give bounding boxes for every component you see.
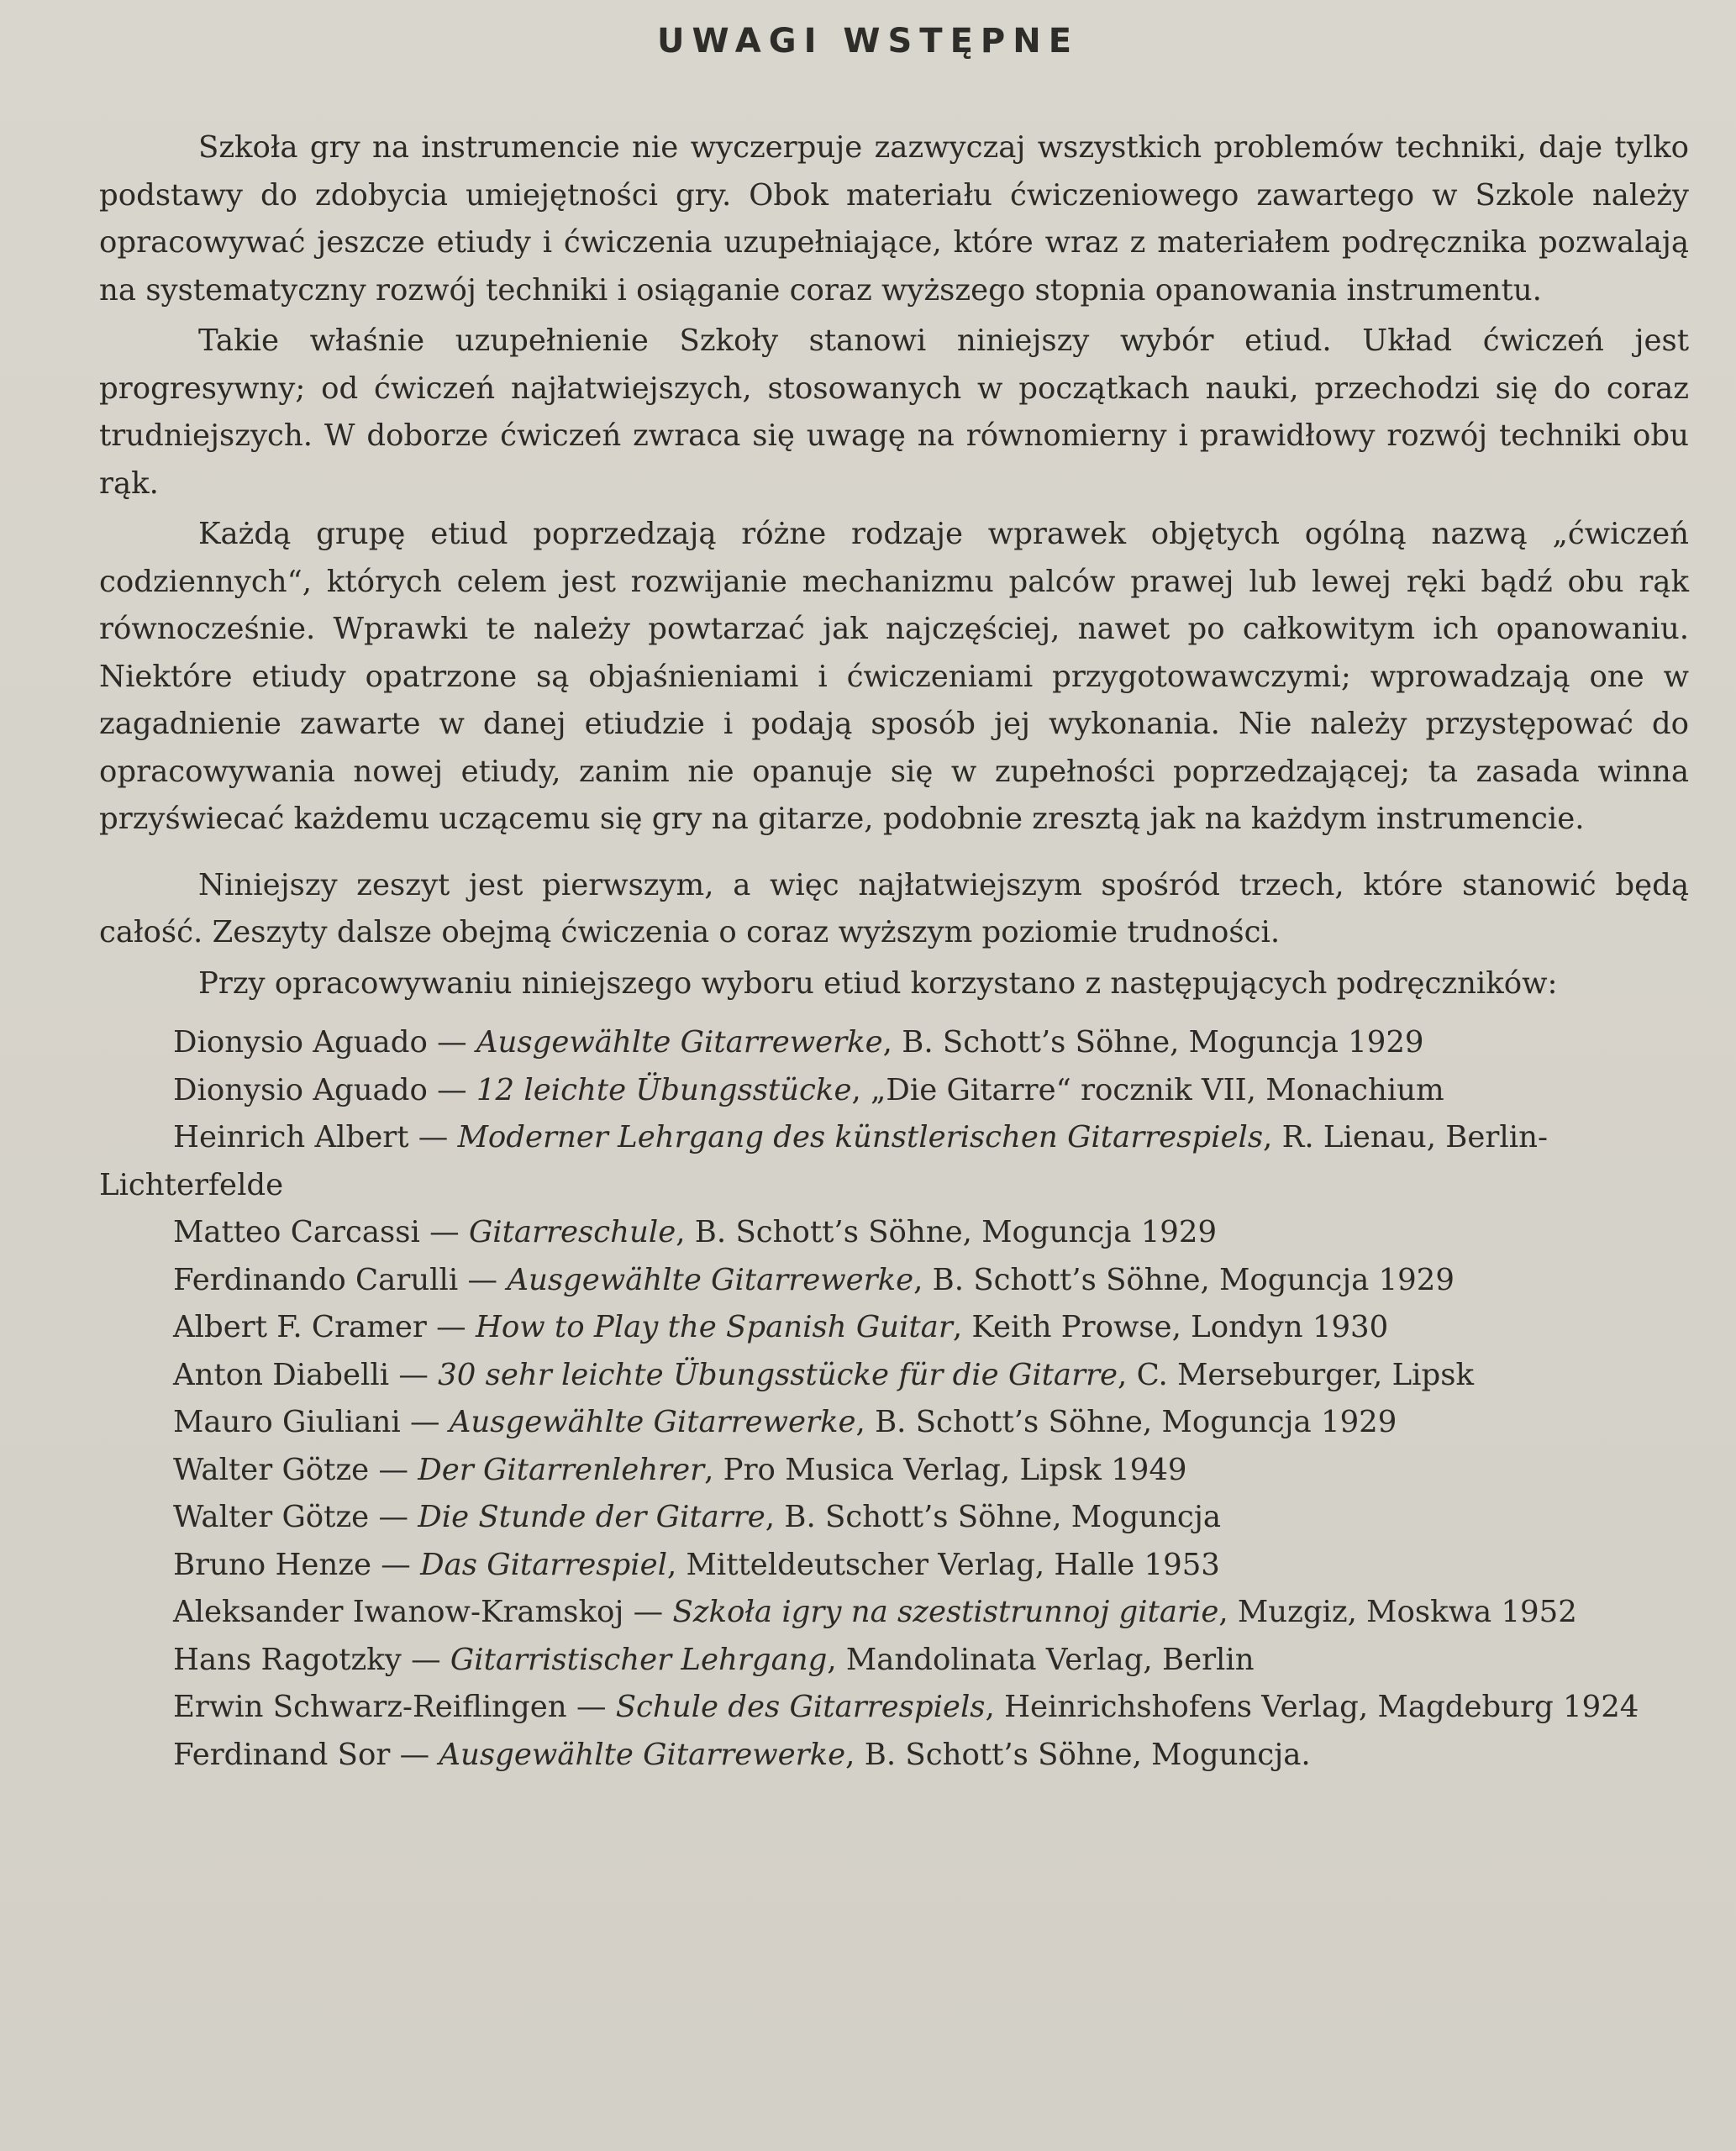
reference-author: Ferdinand Sor — [173, 1737, 391, 1772]
reference-item — [99, 1494, 1689, 1542]
reference-dash: — — [371, 1547, 421, 1582]
reference-author: Bruno Henze — [173, 1547, 371, 1582]
reference-item — [99, 1257, 1689, 1305]
reference-item — [99, 1304, 1689, 1352]
paragraph-1: Szkoła gry na instrumencie nie wyczerpuje zazwyczaj wszystkich problemów techniki, daje tylko podstawy do zdobycia umiejętności gry. Obok materiału ćwiczeniowego zawartego w Szkole należy opracowywać jeszcze etiudy i ćwiczenia uzupełniające, które wraz z materiałem podręcznika pozwalają na systematyczny rozwój techniki i osiąganie coraz wyższego stopnia opanowania instrumentu. — [99, 130, 1689, 308]
reference-author: Albert F. Cramer — [173, 1310, 427, 1344]
reference-item — [99, 1684, 1689, 1732]
reference-dash: — — [389, 1357, 439, 1392]
reference-details: , Mitteldeutscher Verlag, Halle 1953 — [666, 1547, 1220, 1582]
reference-item — [99, 1114, 1689, 1209]
reference-work: Szkoła igry na szestistrunnoj gitarie — [672, 1595, 1219, 1629]
reference-details: , B. Schott’s Söhne, Moguncja 1929 — [913, 1262, 1455, 1297]
reference-item — [99, 1542, 1689, 1590]
reference-item — [99, 1447, 1689, 1495]
reference-work: Moderner Lehrgang des künstlerischen Gitarrespiels — [457, 1120, 1264, 1154]
reference-item — [99, 1067, 1689, 1115]
reference-details: , B. Schott’s Söhne, Moguncja 1929 — [882, 1025, 1424, 1060]
reference-details: , B. Schott’s Söhne, Moguncja — [765, 1500, 1221, 1534]
reference-author: Walter Götze — [173, 1452, 370, 1487]
reference-details: , R. Lienau, Berlin-Lichterfelde — [99, 1120, 1548, 1202]
reference-work: Schule des Gitarrespiels — [615, 1690, 986, 1724]
reference-author: Anton Diabelli — [173, 1357, 390, 1392]
reference-dash: — — [408, 1120, 458, 1154]
reference-work: 12 leichte Übungsstücke — [476, 1072, 852, 1107]
reference-details: , Mandolinata Verlag, Berlin — [827, 1642, 1255, 1677]
reference-dash: — — [426, 1310, 476, 1344]
reference-author: Aleksander Iwanow-Kramskoj — [173, 1595, 624, 1629]
reference-work: Die Stunde der Gitarre — [418, 1500, 765, 1534]
reference-dash: — — [400, 1405, 450, 1439]
reference-dash: — — [458, 1262, 508, 1297]
reference-item — [99, 1637, 1689, 1685]
reference-details: , Keith Prowse, Londyn 1930 — [952, 1310, 1389, 1344]
paragraph-3: Każdą grupę etiud poprzedzają różne rodzaje wprawek objętych ogólną nazwą „ćwiczeń codziennych“, których celem jest rozwijanie mechanizmu palców prawej lub lewej ręki bądź obu rąk równocześnie. Wprawki te należy powtarzać jak najczęściej, nawet po całkowitym ich opanowaniu. Niektóre etiudy opatrzone są objaśnieniami i ćwiczeniami przygotowawczymi; wprowadzają one w zagadnienie zawarte w danej etiudzie i podają sposób jej wykonania. Nie należy przystępować do opracowywania nowej etiudy, zanim nie opanuje się w zupełności poprzedzającej; ta zasada winna przyświecać każdemu uczącemu się gry na gitarze, podobnie zresztą jak na każdym instrumencie. — [99, 517, 1689, 836]
reference-dash: — — [390, 1737, 439, 1772]
reference-author: Dionysio Aguado — [173, 1072, 428, 1107]
reference-dash: — — [419, 1215, 469, 1249]
reference-work: How to Play the Spanish Guitar — [475, 1310, 953, 1344]
paragraph-2: Takie właśnie uzupełnienie Szkoły stanowi niniejszy wybór etiud. Układ ćwiczeń jest progresywny; od ćwiczeń najłatwiejszych, stosowanych w początkach nauki, przechodzi się do coraz trudniejszych. W doborze ćwiczeń zwraca się uwagę na równomierny i prawidłowy rozwój techniki obu rąk. — [99, 323, 1689, 501]
reference-work: 30 sehr leichte Übungsstücke für die Gitarre — [438, 1357, 1118, 1392]
page-title: UWAGI WSTĘPNE — [656, 22, 1080, 60]
reference-author: Erwin Schwarz-Reiflingen — [173, 1690, 567, 1724]
reference-item — [99, 1352, 1689, 1400]
reference-list — [99, 1019, 1689, 1779]
reference-author: Dionysio Aguado — [173, 1025, 428, 1060]
reference-item — [99, 1732, 1689, 1780]
reference-details: , C. Merseburger, Lipsk — [1118, 1357, 1474, 1392]
reference-details: , Heinrichshofens Verlag, Magdeburg 1924 — [985, 1690, 1639, 1724]
reference-details: , Muzgiz, Moskwa 1952 — [1218, 1595, 1577, 1629]
reference-details: , B. Schott’s Söhne, Moguncja 1929 — [676, 1215, 1218, 1249]
reference-item — [99, 1589, 1689, 1637]
reference-item — [99, 1399, 1689, 1447]
reference-author: Heinrich Albert — [173, 1120, 409, 1154]
reference-dash: — — [369, 1452, 418, 1487]
reference-item — [99, 1209, 1689, 1257]
reference-work: Ausgewählte Gitarrewerke — [439, 1737, 846, 1772]
reference-author: Ferdinando Carulli — [173, 1262, 459, 1297]
reference-author: Walter Götze — [173, 1500, 370, 1534]
reference-dash: — — [623, 1595, 673, 1629]
reference-work: Das Gitarrespiel — [420, 1547, 667, 1582]
reference-work: Ausgewählte Gitarrewerke — [476, 1025, 883, 1060]
reference-work: Gitarreschule — [468, 1215, 676, 1249]
reference-details: , „Die Gitarre“ rocznik VII, Monachium — [851, 1072, 1444, 1107]
text-body — [99, 124, 1689, 1779]
reference-author: Mauro Giuliani — [173, 1405, 401, 1439]
reference-details: , B. Schott’s Söhne, Moguncja 1929 — [855, 1405, 1397, 1439]
reference-author: Hans Ragotzky — [173, 1642, 402, 1677]
reference-work: Gitarristischer Lehrgang — [450, 1642, 828, 1677]
reference-dash: — — [427, 1072, 476, 1107]
reference-details: , Pro Musica Verlag, Lipsk 1949 — [704, 1452, 1187, 1487]
reference-author: Matteo Carcassi — [173, 1215, 420, 1249]
reference-work: Ausgewählte Gitarrewerke — [449, 1405, 856, 1439]
reference-work: Der Gitarrenlehrer — [418, 1452, 705, 1487]
reference-dash: — — [566, 1690, 616, 1724]
paragraph-4: Niniejszy zeszyt jest pierwszym, a więc najłatwiejszym spośród trzech, które stanowić będą całość. Zeszyty dalsze obejmą ćwiczenia o coraz wyższym poziomie trudności. — [99, 867, 1689, 949]
reference-work: Ausgewählte Gitarrewerke — [507, 1262, 914, 1297]
reference-dash: — — [401, 1642, 450, 1677]
paragraph-5: Przy opracowywaniu niniejszego wyboru etiud korzystano z następujących podręczników: — [198, 965, 1558, 1001]
reference-dash: — — [427, 1025, 476, 1060]
reference-details: , B. Schott’s Söhne, Moguncja. — [845, 1737, 1311, 1772]
reference-dash: — — [369, 1500, 418, 1534]
reference-item — [99, 1019, 1689, 1067]
